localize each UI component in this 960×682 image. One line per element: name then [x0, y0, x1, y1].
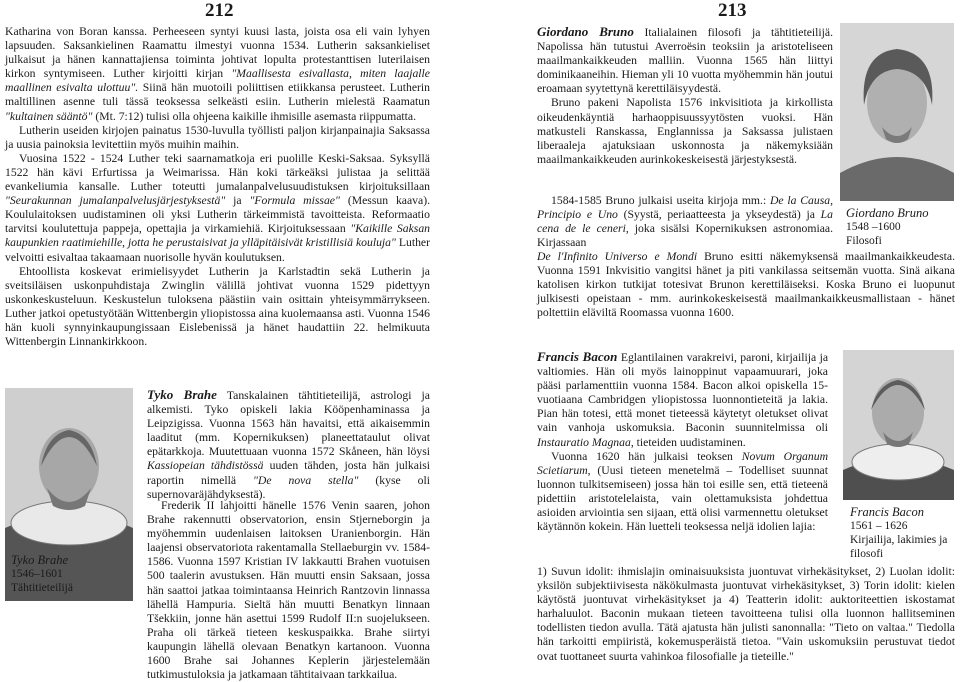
bacon-caption-name: Francis Bacon — [850, 505, 924, 519]
brahe-caption-name: Tyko Brahe — [11, 553, 69, 567]
bruno-text — [537, 25, 833, 167]
bruno-paragraph-3-cont: De l'Infinito Universo e Mondi Bruno esitti näkemyksensä maailmankaikkeudesta. Vuonna 1591 Inkvisitio vangitsi hänet ja piti vankilassa seitsemän vuotta. Sinä aikana katolisen kirkon tutkijat totesivat Brunon kerettiläiseksi. Koska Bruno ei luopunut julkisesti opeistaan - mm. aurinkokeskeisestä maailmankaikkeusmallistaan - hänet poltettiin eläviltä Roomassa vuonna 1600. — [537, 250, 956, 320]
bacon-caption-role: Kirjailija, lakimies ja filosofi — [850, 534, 948, 560]
bruno-caption — [846, 206, 929, 248]
bruno-portrait — [840, 23, 954, 201]
bruno-text-continued — [537, 194, 833, 250]
bruno-caption-years: 1548 –1600 — [846, 221, 901, 233]
brahe-paragraph-2: Frederik II lahjoitti hänelle 1576 Venin saaren, johon Brahe rakennutti observatorion, ensin Stjerneborgin ja myöhemmin uudenlaisen laitoksen Uranienborgin. Hän laajensi observatoriota rakentamalla Stellaeburgin vv. 1584-1586. Vuonna 1597 Kristian IV lakkautti Brahen vuotuisen 500 taalerin avustuksen. Hän muutti ensin Saksaan, jossa hän saattoi jatkaa toimintaansa Heinrich Rantzovin linnassa lähellä Hampuria. Sieltä hän muutti Benatkyn linnaan Tšekkiin, jonne hän asettui 1599 Rudolf II:n suojelukseen. Praha oli tärkeä tieteen keskuspaikka. Brahe siirtyi kaupungin lähellä olevaan Benatkyn kartanoon. Vuonna 1600 Brahe sai Johannes Keplerin järjestelemään tutkimustuloksia ja jatkamaan tähtitaivaan tarkkailua. — [147, 499, 430, 682]
brahe-caption-role: Tähtitieteilijä — [11, 582, 73, 594]
luther-paragraph-4: Ehtoollista koskevat erimielisyydet Lutherin ja Karlstadtin sekä Lutherin ja sveitsiläisen uskonpuhdistaja Zwinglin välillä johtivat vuonna 1529 pidettyyn uskonkeskusteluun. Keskustelun tuloksena päästiin vain osittain yhteisymmärrykseen. Luther jatkoi opetustyötään Wittenbergin yliopistossa aina kuolemaansa asti. Vuonna 1546 hän kuoli synnyinkaupungissaan Eislebenissä ja hänet haudattiin 22. helmikuuta Wittenbergin Linnankirkkoon. — [5, 264, 430, 349]
luther-paragraph-2: Lutherin useiden kirjojen painatus 1530-luvulla työllisti paljon kirjanpainajia Saksassa ja uusia painoksia levitettiin myös muihin maihin. — [5, 123, 430, 151]
bruno-paragraph-2: Bruno pakeni Napolista 1576 inkvisitiota ja kirkollista oikeudenkäyntiä harhaoppisuussyytösten vuoksi. Hän matkusteli Ranskassa, Englannissa ja Saksassa julistaen liberaaleja ajatuksiaan uskonnosta ja näkemyksiään maailmankaikkeuden aurinkokeskeisestä järjestyksestä. — [537, 96, 833, 166]
right-page-number: 213 — [718, 0, 747, 21]
bacon-caption-years: 1561 – 1626 — [850, 520, 908, 532]
bacon-heading: Francis Bacon — [537, 349, 618, 364]
bacon-caption — [850, 505, 954, 561]
brahe-paragraph-1: Tyko Brahe Tanskalainen tähtitieteilijä, astrologi ja alkemisti. Tyko opiskeli lakia Kööpenhaminassa ja Leipzigissa. Vuonna 1563 hän havaitsi, että aikaisemmin laaditut (mm. Kopernikuksen) planeettataulut olivat epätarkkoja. Muutettuaan vuonna 1572 Skåneen, hän löysi Kassiopeian tähdistössä uuden tähden, josta hän julkaisi raportin nimellä "De nova stella" (kyse oli supernovaräjähdyksestä). — [147, 387, 431, 501]
bruno-text-full — [537, 250, 955, 320]
brahe-text-continued — [5, 499, 430, 682]
bruno-paragraph-1: Giordano Bruno Italialainen filosofi ja tähtitieteilijä. Napolissa hän tutustui Averroësin teoksiin ja aristoteliseen maailmankaikkeuden malliin. Vuonna 1565 hän liittyi dominikaaneihin. Hieman yli 10 vuotta myöhemmin hän joutui eroamaan syytettynä kerettiläisyydestä. — [537, 24, 834, 96]
brahe-heading: Tyko Brahe — [147, 387, 217, 402]
left-page-number: 212 — [205, 0, 234, 21]
brahe-text-beside — [147, 388, 430, 502]
bacon-paragraph-2: Vuonna 1620 hän julkaisi teoksen Novum Organum Scietiarum, (Uusi tieteen menetelmä – Todelliset suunnat luonnon tulkitsemiseen) jossa hän toi esille sen, että tieteenä pidettiin aristotelelaista, vain olettamuksista johdettua asioiden arviointia sen sijaan, että olisi varmennettu oletukset käytännön kokein. Hän luetteli teoksessa neljä idolien lajia: — [537, 449, 829, 534]
bacon-text — [537, 350, 828, 534]
bacon-paragraph-3: 1) Suvun idolit: ihmislajin ominaisuuksista juontuvat virhekäsitykset, 2) Luolan idolit: yksilön subjektiivisesta näkökulmasta juontuvat virhekäsitykset, 3) Torin idolit: kielen käytöstä juontuvat virhekäsitykset ja 4) Teatterin idolit: auktoriteettien iskostamat harhaluulot. Baconin mukaan tieteen tavoitteena tulisi olla luonnon hallitseminen todellisten tiedon avulla. Tätä ajatusta hän julisti sanonnalla: "Tieto on valtaa." Tiedolla hän tarkoitti empiiristä, kokemusperäistä tietoa. "Vain uskomuksiin perustuvat tiedot ovat tuottaneet suurta vahinkoa filosofialle ja tieteille." — [537, 565, 955, 663]
bacon-text-full — [537, 565, 955, 664]
bruno-caption-name: Giordano Bruno — [846, 206, 929, 220]
bruno-caption-role: Filosofi — [846, 235, 882, 247]
bacon-paragraph-1: Francis Bacon Eglantilainen varakreivi, paroni, kirjailija ja valtiomies. Hän oli myös lainoppinut vapaamuurari, joka pääsi parlamenttiin vuonna 1584. Bacon alkoi opiskella 15-vuotiaana Cambridgen yliopistossa luonnontieteitä ja lakia. Pian hän totesi, että monet tieteessä käytetyt oletukset olivat vain vanhoja uskomuksia. Baconin suunnitelmissa oli Instauratio Magnaa, tieteiden uudistaminen. — [537, 349, 829, 449]
luther-text — [5, 25, 430, 349]
brahe-caption-years: 1546–1601 — [11, 568, 63, 580]
luther-paragraph-1: Katharina von Boran kanssa. Perheeseen syntyi kuusi lasta, joista osa eli vain lyhyen lapsuuden. Saksankielinen Raamattu ilmestyi vuonna 1534. Lutherin saksankieliset julkaisut ja hänen kannattajiensa toiminta johtivat lopulta protestanttisen luterilaisen kirkon syntymiseen. Luther kirjoitti kirjan "Maallisesta esivallasta, miten laajalle maallinen esivalta ulottuu". Siinä hän muotoili poliittisen etiikkansa perusteet. Lutherin maltillinen asenne tuli tässä teoksessa selkeästi esiin. Lutherin mielestä Raamatun "kultainen sääntö" (Mt. 7:12) tulisi olla ohjeena kaikille ihmisille asemasta riippumatta. — [5, 25, 431, 123]
bacon-portrait — [843, 350, 954, 500]
luther-paragraph-3: Vuosina 1522 - 1524 Luther teki saarnamatkoja eri puolille Keski-Saksaa. Syksyllä 1522 hän kävi Erfurtissa ja Weimarissa. Hän koki tärkeäksi julistaa ja selittää evankeliumia kansalle. Luther toteutti jumalanpalvelusuudistuksen kirjoituksillaan "Seurakunnan jumalanpalvelusjärjestyksestä" ja "Formula missae" (Messun kaava). Koululaitoksen uudistaminen oli yksi Lutherin tärkeimmistä tavoitteista. Reformaatio tarvitsi koulutettuja pappeja, opettajia ja virkamiehiä. Kirjoituksessaan "Kaikille Saksan kaupunkien raatimiehille, jotta he perustaisivat ja ylläpitäisivät kristillisiä kouluja" Luther velvoitti esivaltaa takaamaan nuorisolle hyvän koulutuksen. — [5, 151, 431, 264]
bruno-heading: Giordano Bruno — [537, 24, 634, 39]
bruno-paragraph-3: 1584-1585 Bruno julkaisi useita kirjoja mm.: De la Causa, Principio e Uno (Syystä, periaatteesta ja ykseydestä) ja La cena de le ceneri, joka sisälsi Kopernikuksen astronomiaa. Kirjassaan — [537, 194, 834, 250]
